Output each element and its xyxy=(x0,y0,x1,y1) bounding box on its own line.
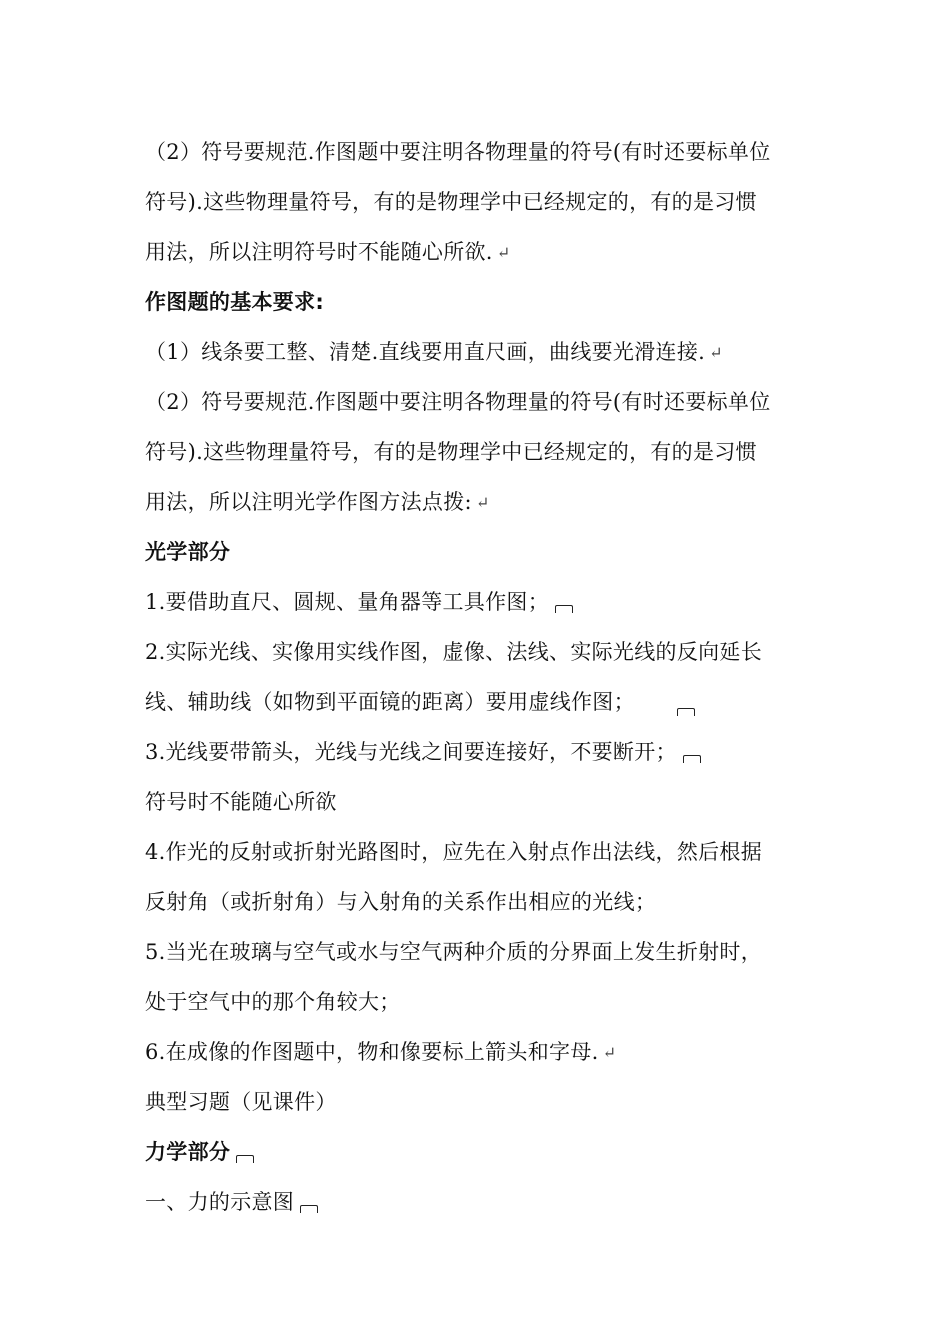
paragraph-mark-icon: ↵ xyxy=(602,1043,617,1062)
text-run: 5.当光在玻璃与空气或水与空气两种介质的分界面上发生折射时， xyxy=(145,940,763,964)
text-run: 用法，所以注明光学作图方法点拨: xyxy=(145,490,472,514)
text-line xyxy=(145,688,695,716)
section-heading xyxy=(145,288,324,316)
text-run: 2.实际光线、实像用实线作图，虚像、法线、实际光线的反向延长 xyxy=(145,640,763,664)
text-run: 反射角（或折射角）与入射角的关系作出相应的光线； xyxy=(145,890,657,914)
text-line xyxy=(145,1038,616,1067)
heading-text: 光学部分 xyxy=(145,540,231,564)
text-line xyxy=(145,638,762,666)
section-heading xyxy=(145,538,230,566)
text-run: 符号).这些物理量符号，有的是物理学中已经规定的，有的是习惯 xyxy=(145,190,757,214)
text-run: 3.光线要带箭头，光线与光线之间要连接好，不要断开； xyxy=(145,740,677,764)
text-line xyxy=(145,138,771,166)
text-line xyxy=(145,738,701,766)
text-line xyxy=(145,188,757,216)
text-run: （1）线条要工整、清楚.直线要用直尺画，曲线要光滑连接. xyxy=(145,340,706,364)
text-line xyxy=(145,938,762,966)
text-line xyxy=(145,338,723,367)
text-line xyxy=(145,588,573,616)
line-break-bracket-icon xyxy=(555,605,573,613)
section-heading xyxy=(145,1138,254,1166)
text-run: 线、辅助线（如物到平面镜的距离）要用虚线作图； xyxy=(145,690,635,714)
text-line xyxy=(145,238,511,267)
paragraph-mark-icon: ↵ xyxy=(475,493,490,512)
line-break-bracket-icon xyxy=(683,755,701,763)
line-break-bracket-icon xyxy=(677,708,695,716)
text-run: 1.要借助直尺、圆规、量角器等工具作图； xyxy=(145,590,550,614)
text-line xyxy=(145,488,490,517)
text-line xyxy=(145,888,656,916)
text-run: （2）符号要规范.作图题中要注明各物理量的符号(有时还要标单位 xyxy=(145,140,771,164)
text-run: 典型习题（见课件） xyxy=(145,1090,337,1114)
text-run: 6.在成像的作图题中，物和像要标上箭头和字母. xyxy=(145,1040,599,1064)
line-break-bracket-icon xyxy=(300,1205,318,1213)
text-line xyxy=(145,838,762,866)
heading-text: 作图题的基本要求: xyxy=(145,290,325,314)
text-run: 4.作光的反射或折射光路图时，应先在入射点作出法线，然后根据 xyxy=(145,840,763,864)
paragraph-mark-icon: ↵ xyxy=(496,243,511,262)
text-line xyxy=(145,1188,318,1216)
text-line xyxy=(145,438,757,466)
text-run: 用法，所以注明符号时不能随心所欲. xyxy=(145,240,493,264)
text-line xyxy=(145,388,771,416)
text-run: 处于空气中的那个角较大； xyxy=(145,990,401,1014)
text-run: 符号时不能随心所欲 xyxy=(145,790,337,814)
text-line xyxy=(145,988,401,1016)
text-run: 符号).这些物理量符号，有的是物理学中已经规定的，有的是习惯 xyxy=(145,440,757,464)
heading-text: 力学部分 xyxy=(145,1140,231,1164)
text-run: 一、力的示意图 xyxy=(145,1190,295,1214)
text-line xyxy=(145,788,337,816)
line-break-bracket-icon xyxy=(236,1155,254,1163)
paragraph-mark-icon: ↵ xyxy=(709,343,723,362)
text-line xyxy=(145,1088,337,1116)
text-run: （2）符号要规范.作图题中要注明各物理量的符号(有时还要标单位 xyxy=(145,390,771,414)
